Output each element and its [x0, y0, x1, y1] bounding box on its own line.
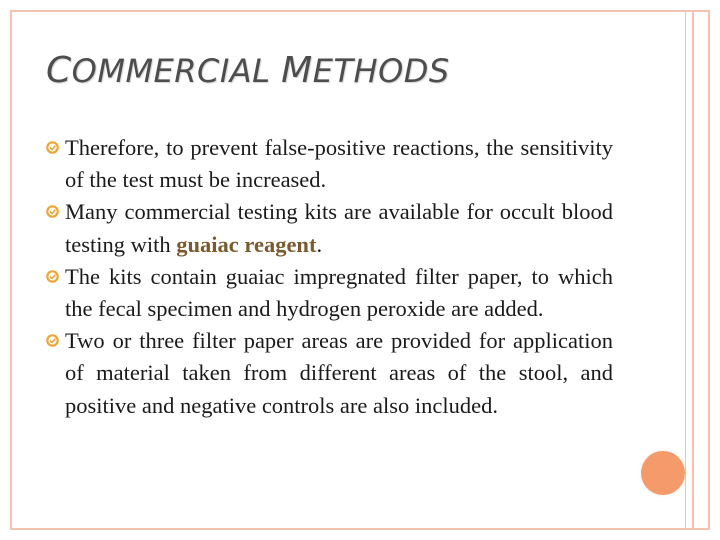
- title-second-rest: ETHODS: [312, 52, 450, 90]
- title-first-initial: C: [46, 50, 72, 91]
- bullet-text-2-before: Many commercial testing kits are available for occult blood testing with: [65, 199, 613, 257]
- title-first-rest: OMMERCIAL: [71, 52, 271, 90]
- bullet-text-1: Therefore, to prevent false-positive reactions, the sensitivity of the test must be increased.: [65, 135, 613, 193]
- orange-circle-bullet-icon: [46, 205, 59, 218]
- frame-right-line-outer: [708, 10, 710, 530]
- orange-circle-bullet-icon: [46, 270, 59, 283]
- frame-right-line-middle: [692, 10, 694, 530]
- bullet-text-3: The kits contain guaiac impregnated filter paper, to which the fecal specimen and hydrogen peroxide are added.: [65, 263, 613, 322]
- frame-right-line-inner: [685, 10, 686, 530]
- orange-circle-bullet-icon: [46, 334, 59, 347]
- bullet-item-2: [46, 196, 613, 260]
- frame-top-line: [10, 10, 710, 12]
- frame-bottom-line: [10, 528, 710, 530]
- bullet-item-4: [46, 325, 613, 422]
- slide-title: [46, 50, 450, 91]
- bullet-item-3: [46, 261, 613, 325]
- bullet-text-2-emphasis: guaiac reagent: [176, 231, 317, 257]
- bullet-list: [46, 132, 613, 422]
- orange-circle-bullet-icon: [46, 141, 59, 154]
- title-second-initial: M: [281, 50, 313, 91]
- orange-circle-decoration: [641, 451, 685, 495]
- bullet-text-2-after: .: [316, 231, 323, 257]
- bullet-text-4: Two or three filter paper areas are provided for application of material taken from different areas of the stool, and positive and negative controls are also included.: [65, 328, 613, 418]
- bullet-item-1: [46, 132, 613, 196]
- frame-left-line: [10, 10, 12, 530]
